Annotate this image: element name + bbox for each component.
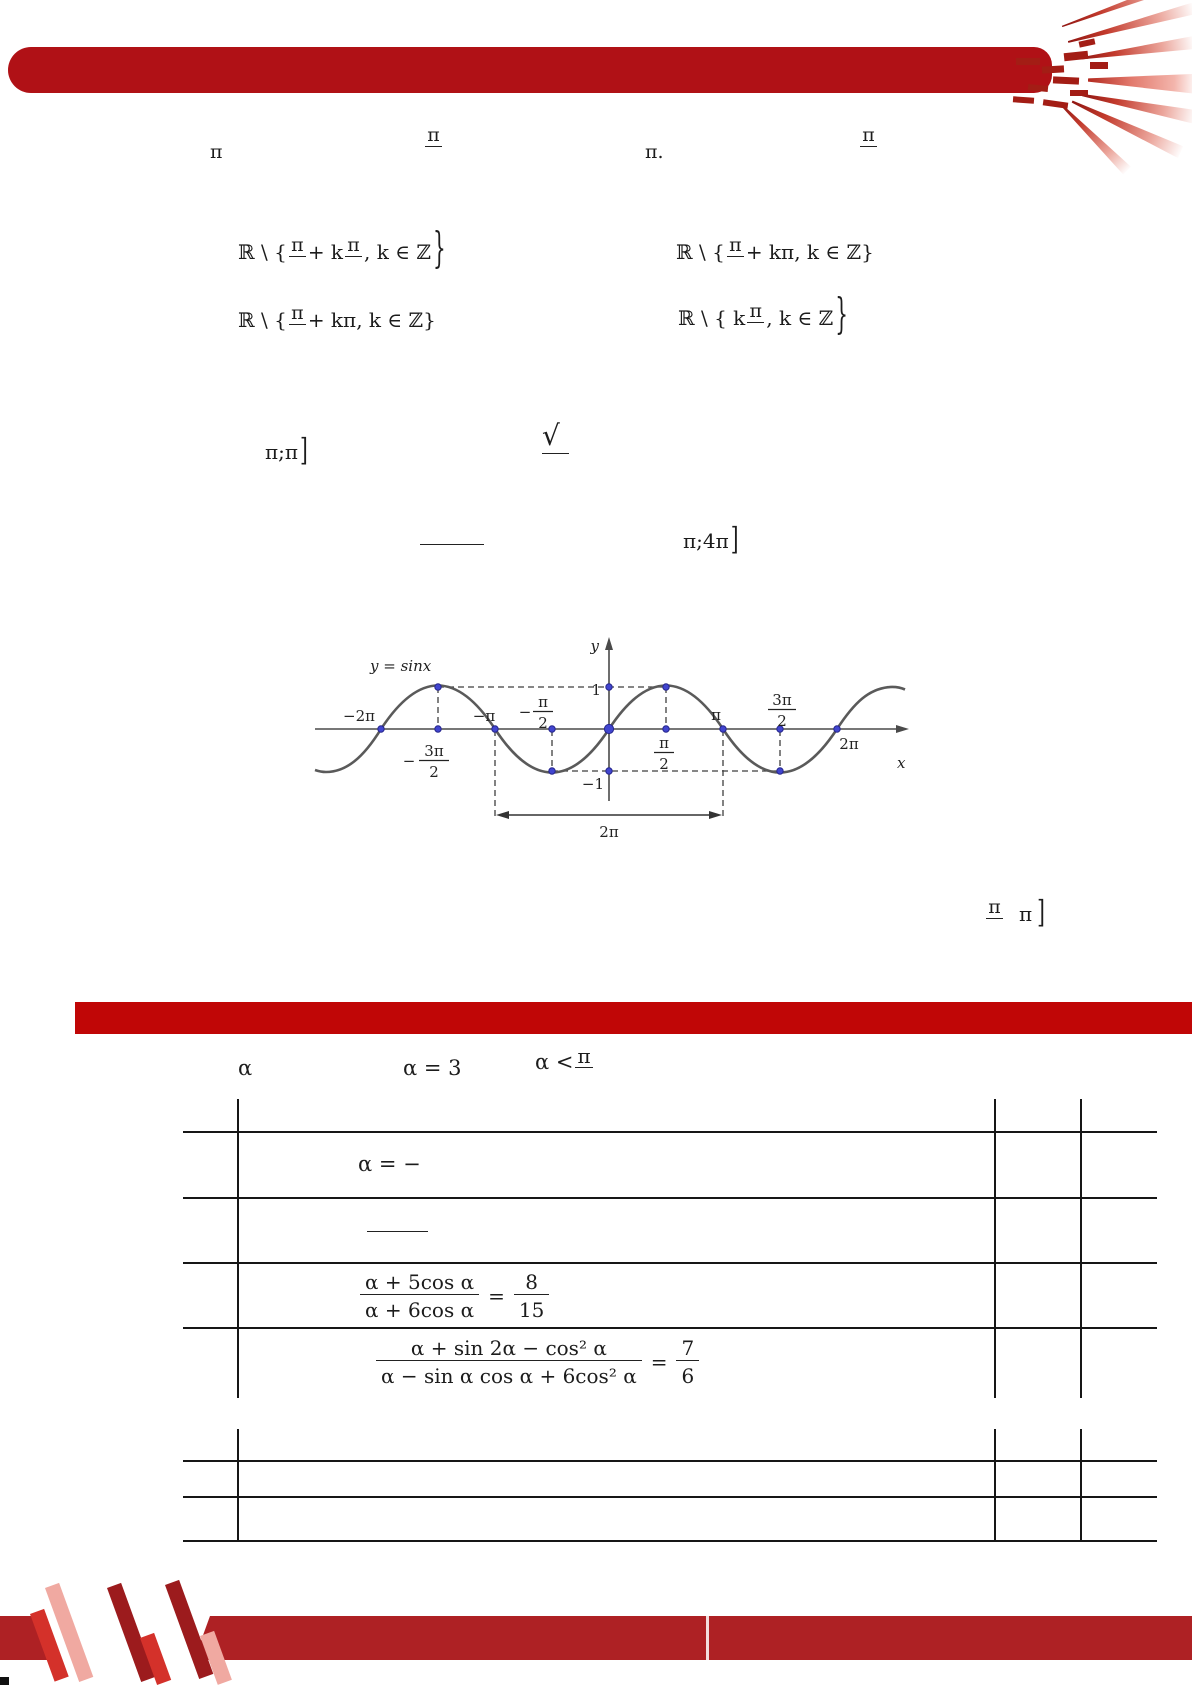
pi-over-blank: π — [289, 304, 306, 336]
fraction-bar-fragment — [420, 544, 484, 545]
formula-domain-1-right — [676, 228, 874, 276]
fraction-bar — [542, 453, 569, 454]
header-bar — [8, 47, 1052, 93]
table-vline — [237, 1099, 239, 1398]
table1-row3-fraction-bar — [367, 1231, 428, 1232]
formula-domain-2-left — [238, 296, 436, 344]
pi-symbol-text: π. — [645, 141, 664, 163]
tick-label-minus1: −1 — [581, 775, 604, 793]
lhs-fraction — [360, 1270, 479, 1322]
right-bracket: ] — [730, 519, 739, 558]
footer-band-main — [194, 1616, 1192, 1660]
table-vline — [994, 1429, 996, 1541]
pi-symbol-text: π — [210, 141, 223, 163]
table1-row5-equation — [376, 1336, 699, 1388]
lhs-fraction — [376, 1336, 642, 1388]
table-hline — [183, 1496, 1157, 1498]
denominator: α + 6cos α — [360, 1294, 479, 1322]
tick-label-pi: π — [711, 706, 721, 724]
x-axis-label: x — [897, 754, 906, 772]
burst-ray — [1088, 70, 1192, 94]
burst-debris — [1070, 90, 1088, 96]
x-axis-arrow — [896, 725, 909, 733]
y-axis-label: y — [590, 637, 599, 655]
burst-debris — [1016, 58, 1040, 65]
equals-sign: = — [488, 1284, 505, 1308]
graph-title: y = sinx — [370, 657, 432, 675]
burst-debris — [1064, 51, 1089, 61]
numerator: α + sin 2α − cos² α — [410, 1336, 607, 1360]
denominator: 6 — [676, 1360, 699, 1388]
burst-ray — [1079, 36, 1192, 65]
alpha-symbol: α — [238, 1056, 253, 1080]
denominator: α − sin α cos α + 6cos² α — [376, 1360, 642, 1388]
pi-over-blank: π — [727, 236, 744, 268]
set-prefix: ℝ \ { k — [678, 306, 746, 330]
set-prefix: ℝ \ { — [676, 240, 725, 264]
table-vline — [1080, 1429, 1082, 1541]
pi-fraction — [858, 126, 879, 158]
set-prefix: ℝ \ { — [238, 240, 287, 264]
burst-debris — [1042, 65, 1064, 73]
table1-row4-equation — [360, 1270, 549, 1322]
set-suffix: , k ∈ ℤ — [766, 306, 834, 330]
denominator: 15 — [514, 1294, 549, 1322]
set-suffix: , k ∈ ℤ — [364, 240, 431, 264]
interval-text: π;π — [265, 440, 299, 464]
pi-fraction — [423, 126, 444, 158]
y-axis-arrow — [605, 637, 613, 650]
tick-label-minuspi2-den: 2 — [538, 714, 548, 732]
sqrt-fragment — [542, 419, 569, 454]
tick-label-minus2pi: −2π — [343, 707, 375, 725]
tick-label-minuspi2-num: π — [538, 693, 548, 711]
table1-row2-expression: α = − — [358, 1152, 421, 1176]
period-arrow — [496, 811, 722, 819]
pi-over-blank: π — [986, 898, 1003, 930]
pi-symbol — [210, 143, 223, 162]
tick-label-3pi2-num: 3π — [772, 691, 792, 709]
right-bracket: ] — [300, 430, 308, 469]
tick-label-minus3pi2-sign: − — [402, 752, 416, 770]
interval-a — [265, 430, 308, 469]
table-hline — [183, 1460, 1157, 1462]
table-vline — [1080, 1099, 1082, 1398]
tick-label-2pi: 2π — [839, 735, 859, 753]
pi-over-blank: π — [747, 302, 764, 334]
pi-symbol-text: π — [1019, 901, 1033, 926]
set-suffix: + kπ, k ∈ ℤ} — [745, 240, 874, 264]
numerator: 8 — [525, 1270, 538, 1294]
tick-label-3pi2-den: 2 — [777, 712, 787, 730]
set-middle: + k — [307, 240, 344, 264]
tick-label-minuspi2-sign: − — [518, 703, 532, 721]
tick-label-minus3pi2-den: 2 — [429, 763, 439, 781]
alpha-less-than-pi: α < π — [535, 1046, 595, 1079]
tick-label-pi2-den: 2 — [659, 755, 669, 773]
tick-label-1: 1 — [591, 681, 601, 699]
burst-debris — [1053, 76, 1079, 84]
numerator: α + 5cos α — [365, 1270, 475, 1294]
pi-over-blank: π — [860, 126, 877, 158]
pi-over-blank: π — [345, 236, 362, 268]
sqrt-sign: √ — [542, 419, 560, 452]
pi-over-blank: π — [289, 236, 306, 268]
equals-sign: = — [650, 1350, 668, 1374]
table-vline — [994, 1099, 996, 1398]
interval-b — [683, 519, 739, 558]
interval-text: π;4π — [683, 529, 729, 553]
interval-c — [984, 892, 1045, 931]
numerator: 7 — [681, 1336, 695, 1360]
tick-label-minus3pi2-num: 3π — [424, 742, 444, 760]
formula-domain-1-left — [238, 222, 446, 276]
set-prefix: ℝ \ { — [238, 308, 287, 332]
rhs-fraction — [514, 1270, 549, 1322]
right-bracket: ] — [1037, 892, 1045, 931]
table-hline — [183, 1197, 1157, 1199]
burst-ray — [1081, 88, 1192, 124]
tick-label-minuspi: −π — [472, 707, 496, 725]
alpha-equals-3: α = 3 — [403, 1056, 462, 1080]
set-suffix: + kπ, k ∈ ℤ} — [307, 308, 436, 332]
burst-debris — [1043, 99, 1069, 108]
burst-debris — [1013, 96, 1034, 103]
footer-band-seam — [706, 1616, 709, 1660]
pi-over-blank: π — [575, 1046, 592, 1079]
table-hline — [183, 1262, 1157, 1264]
sine-graph — [312, 625, 912, 843]
pi-over-blank: π — [425, 126, 442, 158]
burst-debris — [1090, 62, 1108, 69]
rhs-fraction — [676, 1336, 699, 1388]
pi-symbol — [645, 143, 664, 162]
table-hline — [183, 1131, 1157, 1133]
closing-brace: } — [433, 222, 446, 273]
section-divider-bar — [75, 1002, 1192, 1034]
table-vline — [237, 1429, 239, 1541]
table-hline — [183, 1327, 1157, 1329]
page-corner-mark — [0, 1677, 9, 1685]
tick-label-pi2-num: π — [659, 734, 669, 752]
formula-domain-2-right — [678, 288, 848, 342]
table-hline — [183, 1540, 1157, 1542]
footer-stripe — [107, 1583, 155, 1682]
period-label: 2π — [599, 823, 619, 841]
closing-brace: } — [835, 288, 848, 339]
